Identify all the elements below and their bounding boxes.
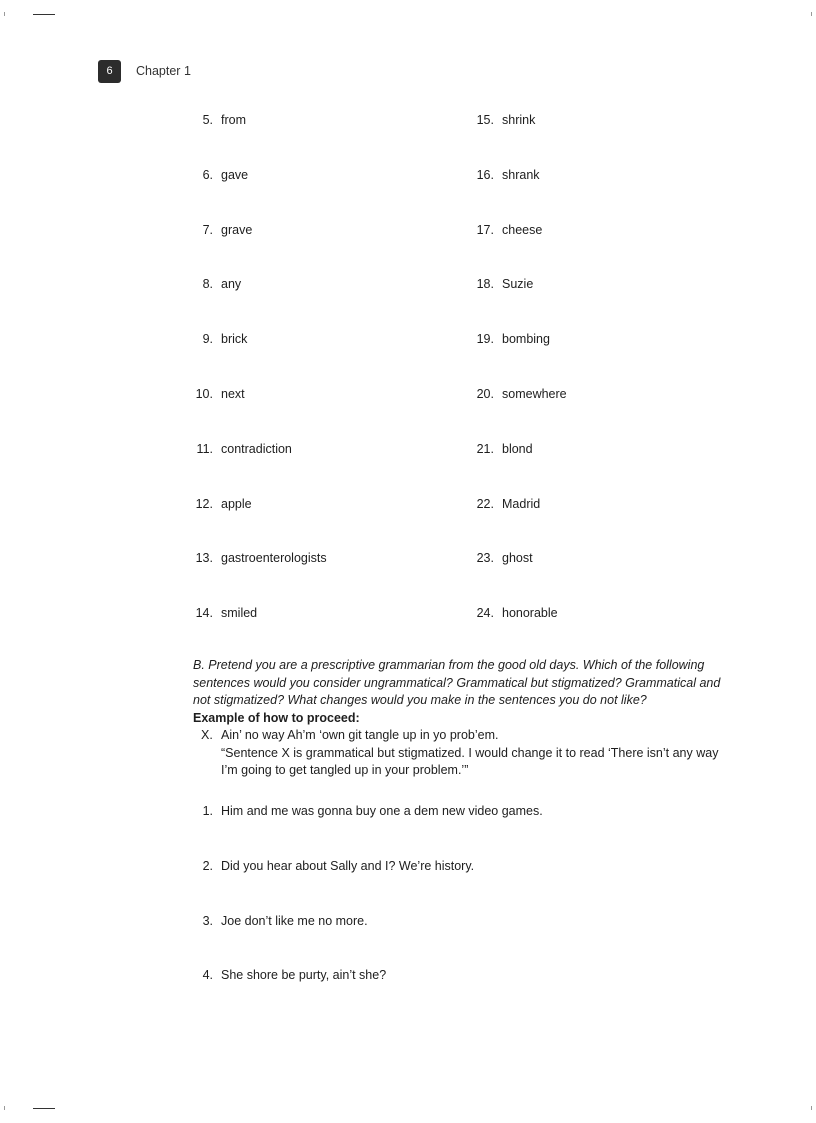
word-list-item: [476, 112, 536, 128]
word-list-item: [476, 167, 540, 183]
sentence-item: [202, 803, 543, 819]
item-word: contradiction: [221, 441, 292, 456]
item-number: 13.: [195, 551, 213, 566]
item-number: 8.: [202, 277, 213, 292]
item-word: next: [221, 387, 245, 401]
item-word: honorable: [502, 606, 558, 621]
example-number: X.: [201, 728, 213, 742]
word-list-item: [195, 605, 258, 621]
item-word: smiled: [221, 606, 258, 621]
word-list-item: [476, 276, 534, 292]
item-number: 24.: [476, 606, 494, 621]
item-number: 10.: [195, 387, 213, 401]
page-number-badge: 6: [98, 60, 121, 83]
item-number: 21.: [476, 441, 494, 456]
crop-tick-bottom-right: [811, 1106, 812, 1110]
item-word: brick: [221, 332, 248, 347]
crop-mark-top: [33, 14, 55, 15]
word-list-item: [202, 167, 249, 183]
word-list-item: [202, 112, 246, 128]
item-word: gave: [221, 167, 249, 182]
word-list-item: [195, 550, 327, 566]
item-sentence: Joe don’t like me no more.: [221, 913, 368, 928]
item-word: any: [221, 277, 242, 292]
item-number: 7.: [202, 222, 213, 237]
word-list-item: [476, 222, 543, 238]
item-number: 20.: [476, 387, 494, 401]
item-number: 2.: [202, 858, 213, 873]
example-block: [193, 727, 733, 780]
crop-tick-bottom-left: [4, 1106, 5, 1110]
item-word: somewhere: [502, 387, 567, 401]
word-list-item: [476, 496, 541, 512]
item-number: 18.: [476, 277, 494, 292]
word-list-item: [476, 550, 533, 566]
word-list-item: [196, 441, 292, 457]
item-number: 3.: [202, 913, 213, 928]
example-sentence: Ain’ no way Ah’m ‘own git tangle up in yo prob’em.: [221, 728, 499, 742]
item-word: grave: [221, 222, 253, 237]
sentence-item: [202, 967, 387, 983]
word-list-item: [476, 441, 533, 457]
item-number: 5.: [202, 113, 213, 127]
item-number: 17.: [476, 222, 494, 237]
item-sentence: Did you hear about Sally and I? We’re history.: [221, 858, 475, 873]
word-list-item: [195, 386, 245, 402]
item-word: bombing: [502, 332, 550, 347]
item-word: shrank: [502, 167, 540, 182]
item-word: ghost: [502, 551, 533, 566]
crop-tick-top-right: [811, 12, 812, 16]
example-heading: Example of how to proceed:: [193, 710, 360, 725]
item-word: apple: [221, 496, 252, 511]
item-number: 1.: [202, 804, 213, 818]
item-word: blond: [502, 441, 533, 456]
item-word: cheese: [502, 222, 543, 237]
item-number: 4.: [202, 968, 213, 983]
chapter-title: Chapter 1: [136, 64, 191, 78]
item-number: 9.: [202, 332, 213, 347]
item-number: 22.: [476, 496, 494, 511]
word-list-item: [476, 331, 550, 347]
word-list-item: [476, 386, 567, 402]
word-list-item: [476, 605, 558, 621]
crop-mark-bottom: [33, 1108, 55, 1109]
word-list-item: [202, 331, 248, 347]
item-number: 11.: [196, 441, 213, 456]
item-word: Madrid: [502, 496, 541, 511]
item-sentence: She shore be purty, ain’t she?: [221, 968, 387, 983]
item-word: gastroenterologists: [221, 551, 327, 566]
word-list-item: [195, 496, 252, 512]
sentence-item: [202, 913, 368, 929]
item-number: 23.: [476, 551, 494, 566]
example-answer: “Sentence X is grammatical but stigmatized. I would change it to read ‘There isn’t any way I’m going to get tangled up in your problem.’”: [221, 745, 719, 777]
item-number: 12.: [195, 496, 213, 511]
item-number: 16.: [476, 167, 494, 182]
exercise-section-b: [193, 657, 733, 780]
crop-tick-top-left: [4, 12, 5, 16]
word-list-item: [202, 276, 242, 292]
exercise-instructions: B. Pretend you are a prescriptive grammarian from the good old days. Which of the following sentences would you consider ungrammatical? Grammatical but stigmatized? Grammatical and not stigmatized? What changes would you make in the sentences you do not like?: [193, 658, 721, 707]
item-word: Suzie: [502, 277, 534, 292]
item-number: 6.: [202, 167, 213, 182]
item-sentence: Him and me was gonna buy one a dem new video games.: [221, 804, 543, 818]
item-word: from: [221, 113, 246, 127]
sentence-item: [202, 858, 475, 874]
item-number: 15.: [476, 113, 494, 127]
item-word: shrink: [502, 113, 536, 127]
word-list-item: [202, 222, 253, 238]
item-number: 19.: [476, 332, 494, 347]
item-number: 14.: [195, 606, 213, 621]
